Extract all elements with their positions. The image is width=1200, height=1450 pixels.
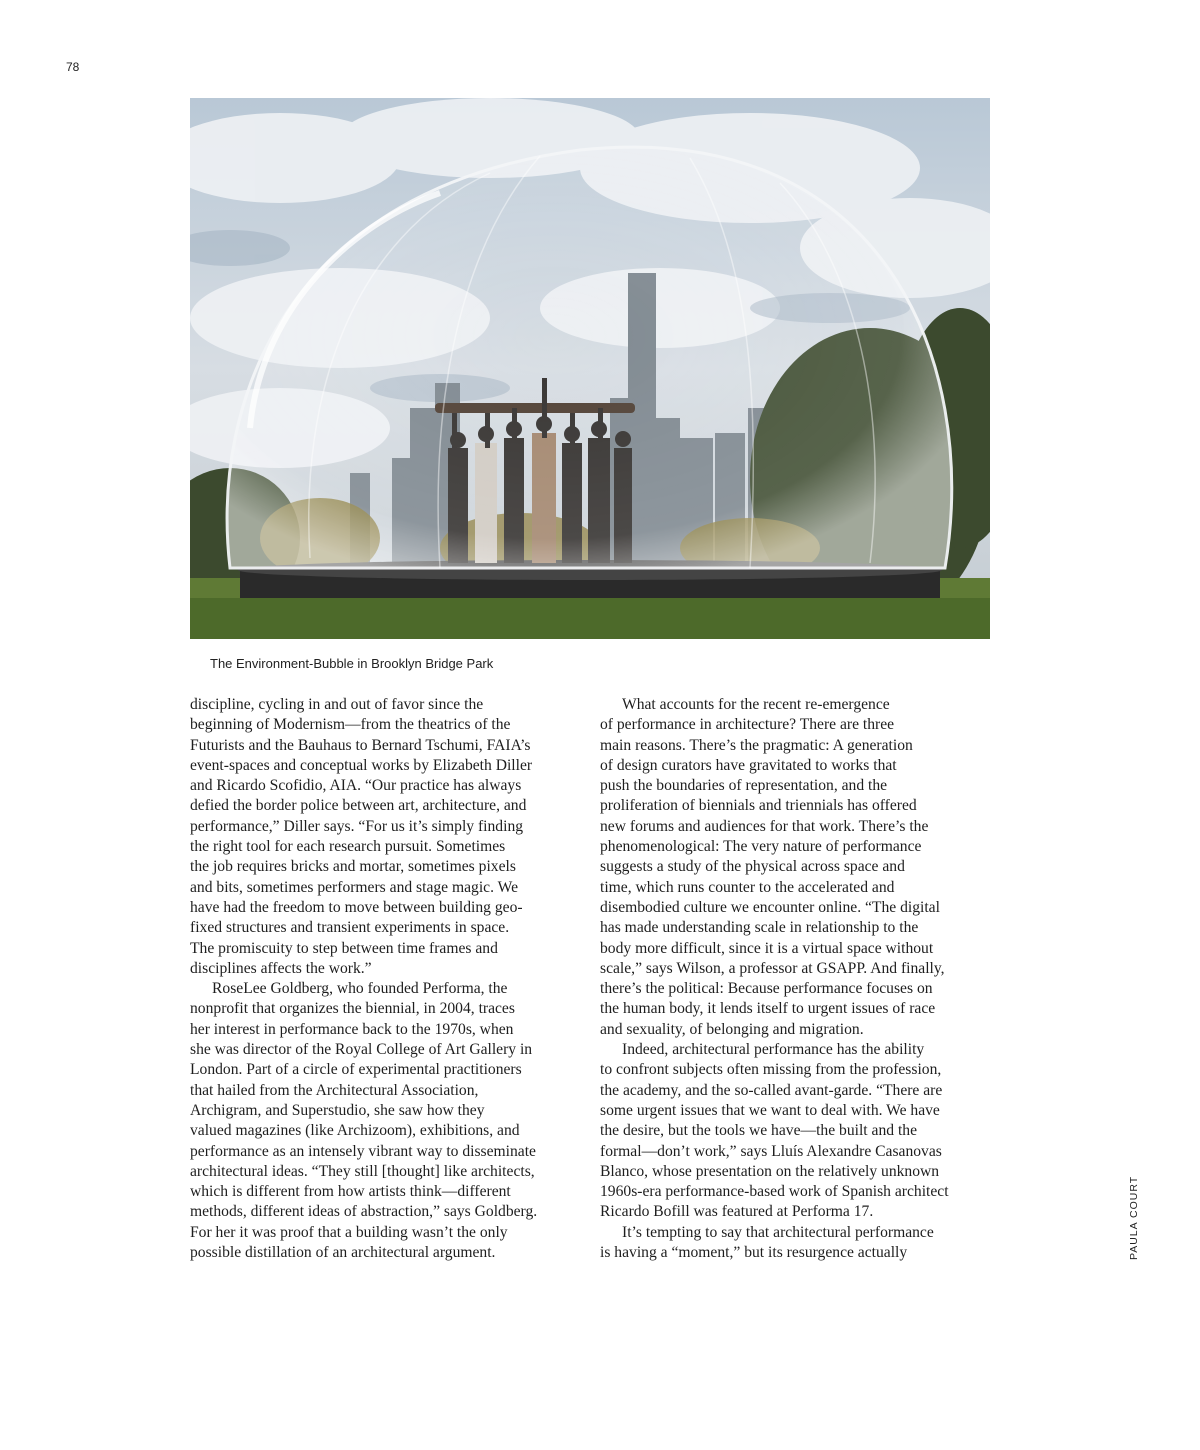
article-column-right [600,695,992,1263]
paragraph: discipline, cycling in and out of favor since the beginning of Modernism—from the theatrics of the Futurists and the Bauhaus to Bernard Tschumi, FAIA’s event-spaces and conceptual works by Elizabeth Diller and Ricardo Scofidio, AIA. “Our practice has always defied the border police between art, architecture, and performance,” Diller says. “For us it’s simply finding the right tool for each research pursuit. Sometimes the job requires bricks and mortar, sometimes pixels and bits, sometimes performers and stage magic. We have had the freedom to move between building geo- fixed structures and transient experiments in space. The promiscuity to step between time frames and disciplines affects the work.” [190,696,533,977]
photo-credit: PAULA COURT [1128,1175,1140,1260]
paragraph: What accounts for the recent re-emergence of performance in architecture? There are three main reasons. There’s the pragmatic: A generation of design curators have gravitated to works that push the boundaries of representation, and the proliferation of biennials and triennials has offered new forums and audiences for that work. There’s the phenomenological: The very nature of performance suggests a study of the physical across space and time, which runs counter to the accelerated and disembodied culture we encounter online. “The digital has made understanding scale in relationship to the body more difficult, since it is a virtual space without scale,” says Wilson, a professor at GSAPP. And finally, there’s the political: Because performance focuses on the human body, it lends itself to urgent issues of race and sexuality, of belonging and migration. [600,696,945,1038]
photo-caption: The Environment-Bubble in Brooklyn Bridge Park [210,656,494,671]
paragraph: It’s tempting to say that architectural performance is having a “moment,” but its resurgence actually [600,1223,934,1262]
article-photo [190,98,990,639]
bubble-photo-illustration [190,98,990,639]
paragraph: Indeed, architectural performance has the ability to confront subjects often missing from the profession, the academy, and the so-called avant-garde. “There are some urgent issues that we want to deal with. We have the desire, but the tools we have—the built and the formal—don’t work,” says Lluís Alexandre Casanovas Blanco, whose presentation on the relatively unknown 1960s-era performance-based work of Spanish architect Ricardo Bofill was featured at Performa 17. [600,1041,949,1221]
page-number: 78 [66,60,80,74]
article-column-left [190,695,582,1263]
paragraph: RoseLee Goldberg, who founded Performa, the nonprofit that organizes the biennial, in 2004, traces her interest in performance back to the 1970s, when she was director of the Royal College of Art Gallery in London. Part of a circle of experimental practitioners that hailed from the Architectural Association, Archigram, and Superstudio, she saw how they valued magazines (like Archizoom), exhibitions, and performance as an intensely vibrant way to disseminate architectural ideas. “They still [thought] like architects, which is different from how artists think—different methods, different ideas of abstraction,” says Goldberg. For her it was proof that a building wasn’t the only possible distillation of an architectural argument. [190,980,538,1262]
